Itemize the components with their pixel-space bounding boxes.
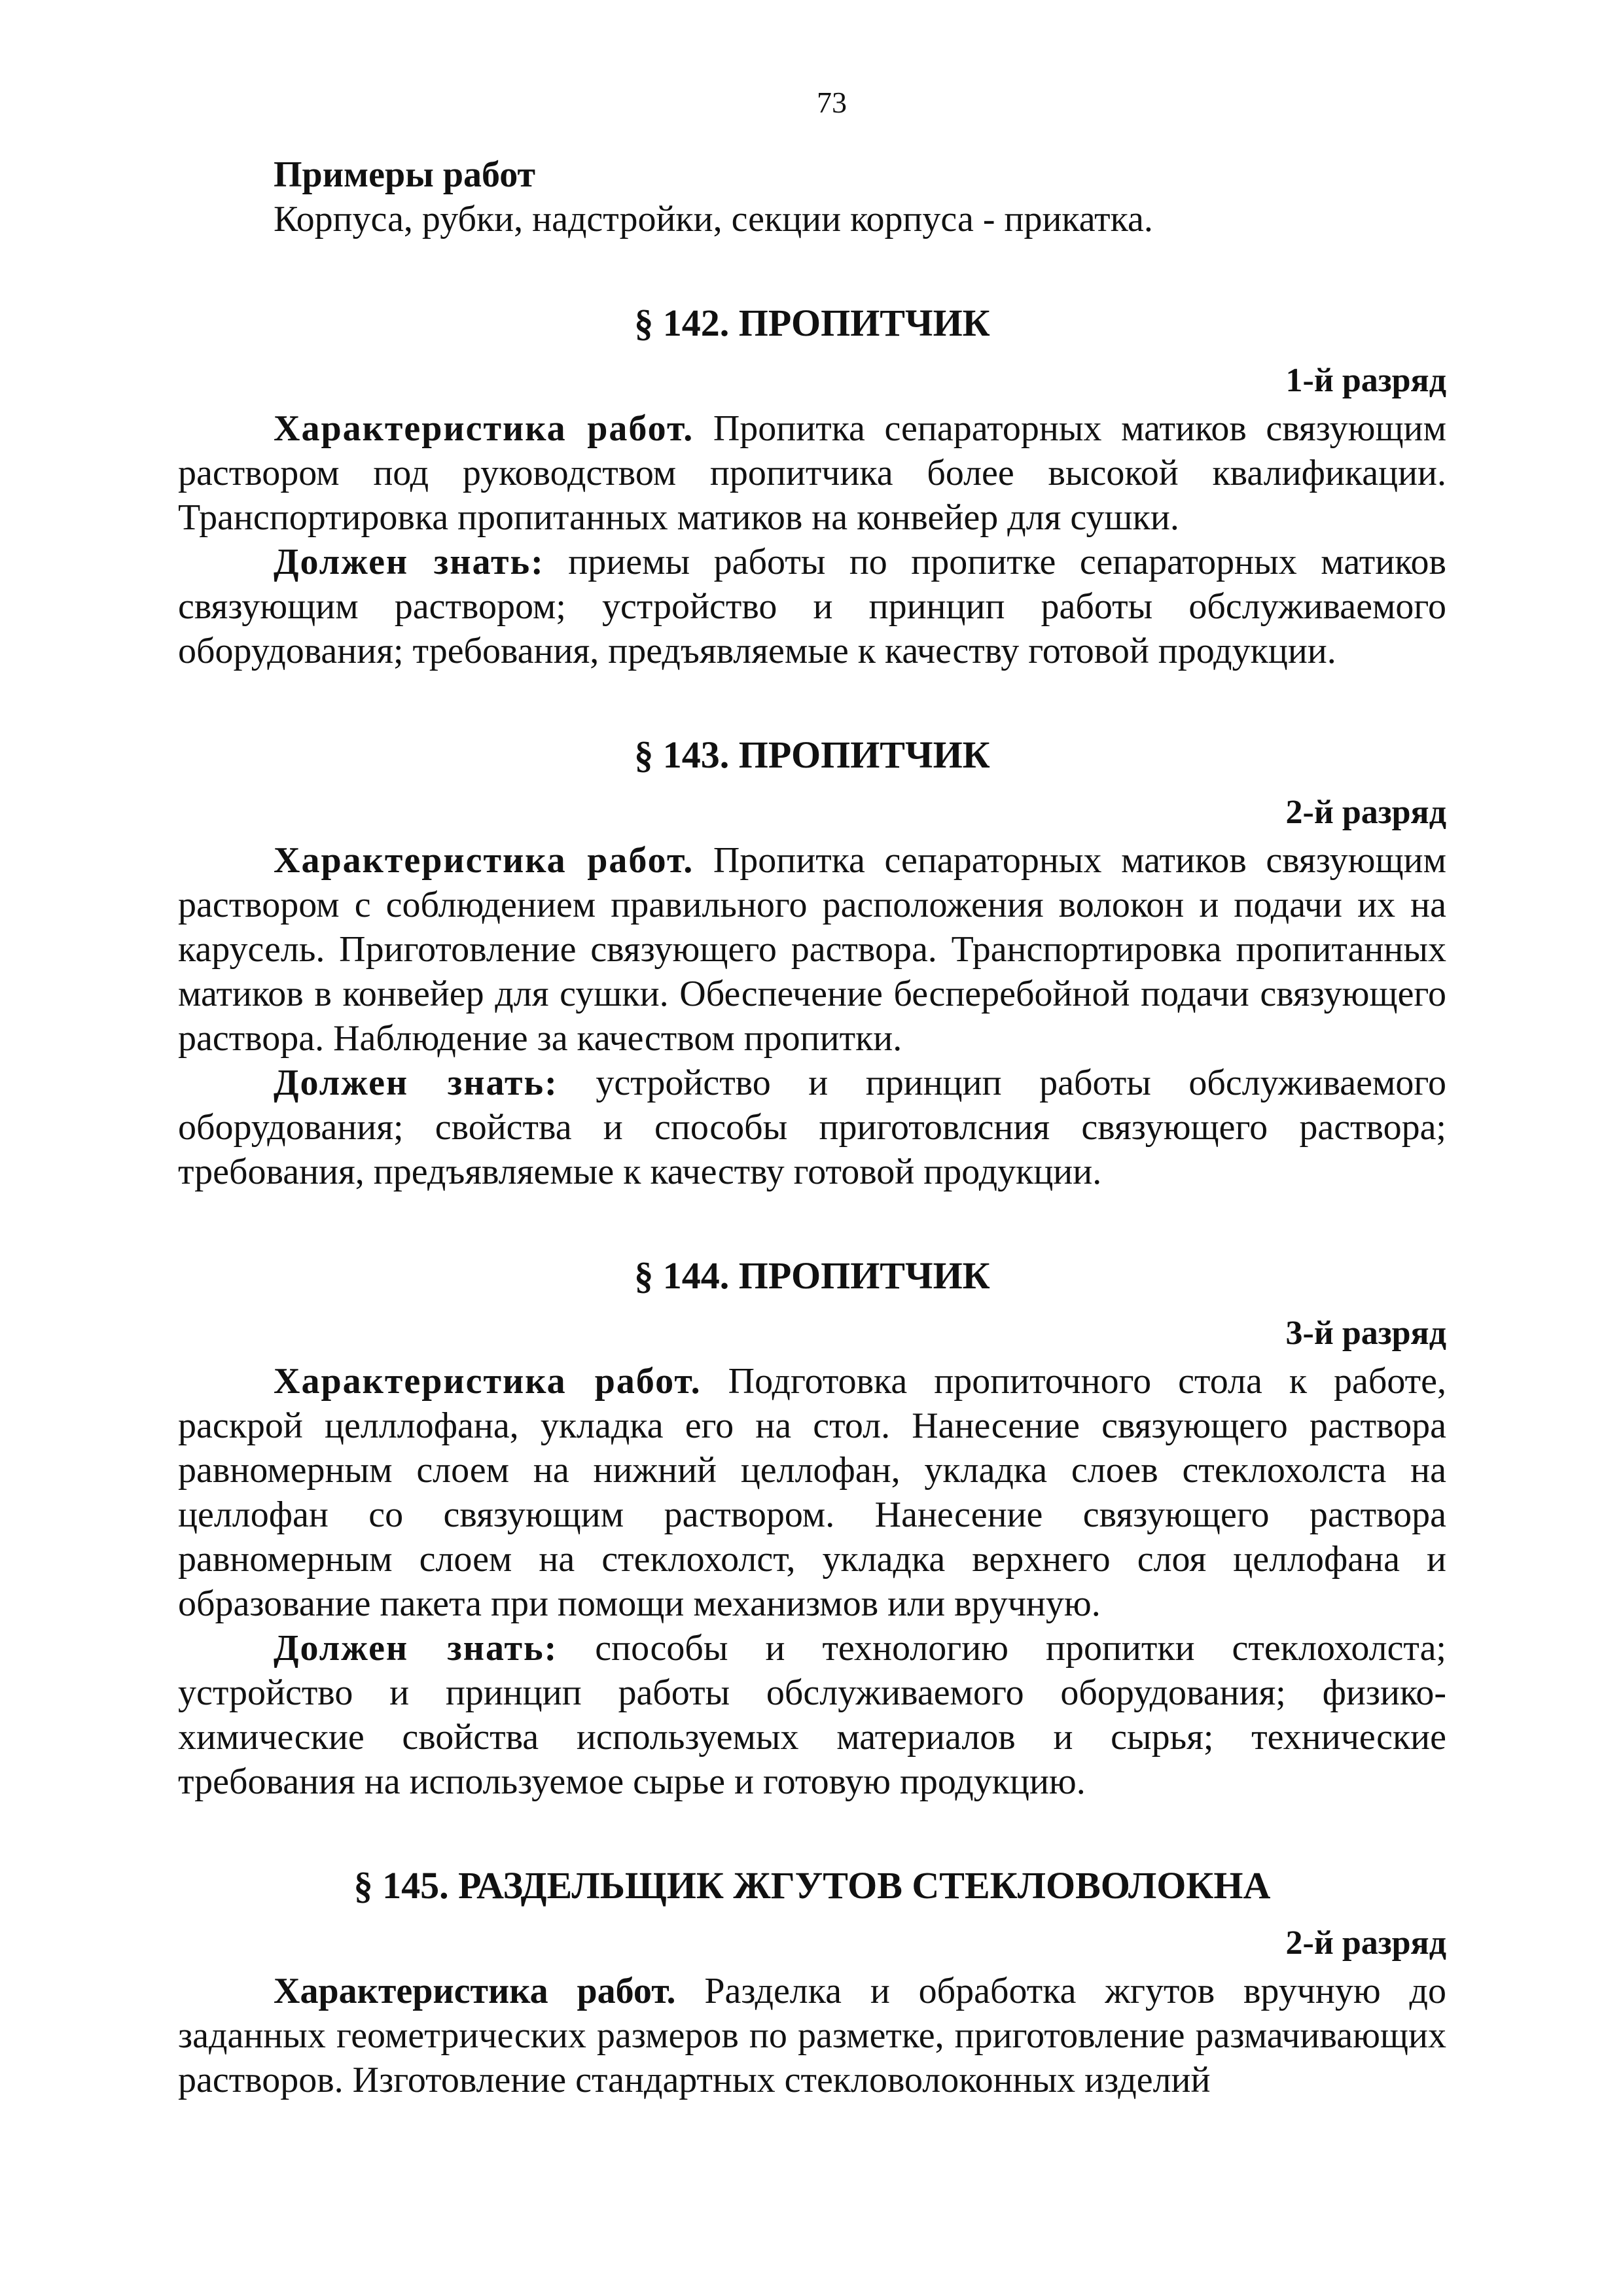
examples-block xyxy=(178,152,1446,241)
section-title: § 144. ПРОПИТЧИК xyxy=(634,1254,990,1297)
grade-label: 1-й разряд xyxy=(1285,362,1446,399)
must-know-paragraph xyxy=(178,1061,1446,1194)
document-page xyxy=(178,85,1446,2102)
work-characteristics-paragraph xyxy=(178,1969,1446,2102)
must-know-text: устройство и принцип работы обслуживаемого оборудования; свойства и способы приготовлсния связующего раствора; требования, предъявляемые к качеству готовой продукции. xyxy=(178,1063,1446,1192)
section-144 xyxy=(178,1253,1446,1804)
must-know-paragraph xyxy=(178,1626,1446,1804)
section-143 xyxy=(178,732,1446,1194)
section-title: § 143. ПРОПИТЧИК xyxy=(634,733,990,776)
must-know-label: Должен знать: xyxy=(274,1628,558,1669)
work-characteristics-paragraph xyxy=(178,838,1446,1061)
work-characteristics-label: Характеристика работ. xyxy=(274,1361,702,1402)
work-characteristics-paragraph xyxy=(178,1359,1446,1626)
work-characteristics-text: Разделка и обработка жгутов вручную до заданных геометрических размеров по разметке, приготовление размачивающих растворов. Изготовление стандартных стекловолоконных изделий xyxy=(178,1971,1447,2100)
work-characteristics-label: Характеристика работ. xyxy=(274,408,694,449)
work-characteristics-text: Подготовка пропиточного стола к работе, раскрой целллофана, укладка его на стол. Нанесение связующего раствора равномерным слоем на нижний целлофан, укладка слоев стеклохолста на целлофан со связующим раствором. Нанесение связующего раствора равномерным слоем на стеклохолст, укладка верхнего слоя целлофана и образование пакета при помощи механизмов или вручную. xyxy=(178,1361,1446,1624)
must-know-paragraph xyxy=(178,540,1446,673)
work-characteristics-text: Пропитка сепараторных матиков связующим раствором с соблюдением правильного расположения волокон и подачи их на карусель. Приготовление связующего раствора. Транспортировка пропитанных матиков в конвейер для сушки. Обеспечение бесперебойной подачи связующего раствора. Наблюдение за качеством пропитки. xyxy=(178,840,1447,1059)
grade-label: 2-й разряд xyxy=(1285,794,1446,831)
work-characteristics-paragraph xyxy=(178,406,1446,540)
section-title: § 145. РАЗДЕЛЬЩИК ЖГУТОВ СТЕКЛОВОЛОКНА xyxy=(353,1864,1271,1907)
section-142 xyxy=(178,300,1446,673)
must-know-text: приемы работы по пропитке сепараторных матиков связующим раствором; устройство и принцип работы обслуживаемого оборудования; требования, предъявляемые к качеству готовой продукции. xyxy=(178,542,1446,671)
work-characteristics-label: Характеристика работ. xyxy=(274,1971,676,2011)
grade-label: 3-й разряд xyxy=(1285,1315,1446,1352)
grade-label: 2-й разряд xyxy=(1285,1924,1446,1962)
section-title: § 142. ПРОПИТЧИК xyxy=(634,302,990,344)
page-number: 73 xyxy=(817,86,847,119)
must-know-label: Должен знать: xyxy=(274,542,544,582)
examples-heading: Примеры работ xyxy=(274,154,536,195)
work-characteristics-label: Характеристика работ. xyxy=(274,840,694,881)
must-know-label: Должен знать: xyxy=(274,1063,558,1103)
section-145 xyxy=(178,1863,1446,2102)
must-know-text: способы и технологию пропитки стеклохолста; устройство и принцип работы обслуживаемого оборудования; физико-химические свойства используемых материалов и сырья; технические требования на используемое сырье и готовую продукцию. xyxy=(178,1628,1446,1802)
work-characteristics-text: Пропитка сепараторных матиков связующим раствором под руководством пропитчика более высокой квалификации. Транспортировка пропитанных матиков на конвейер для сушки. xyxy=(178,408,1447,538)
examples-text: Корпуса, рубки, надстройки, секции корпуса - прикатка. xyxy=(274,199,1153,239)
